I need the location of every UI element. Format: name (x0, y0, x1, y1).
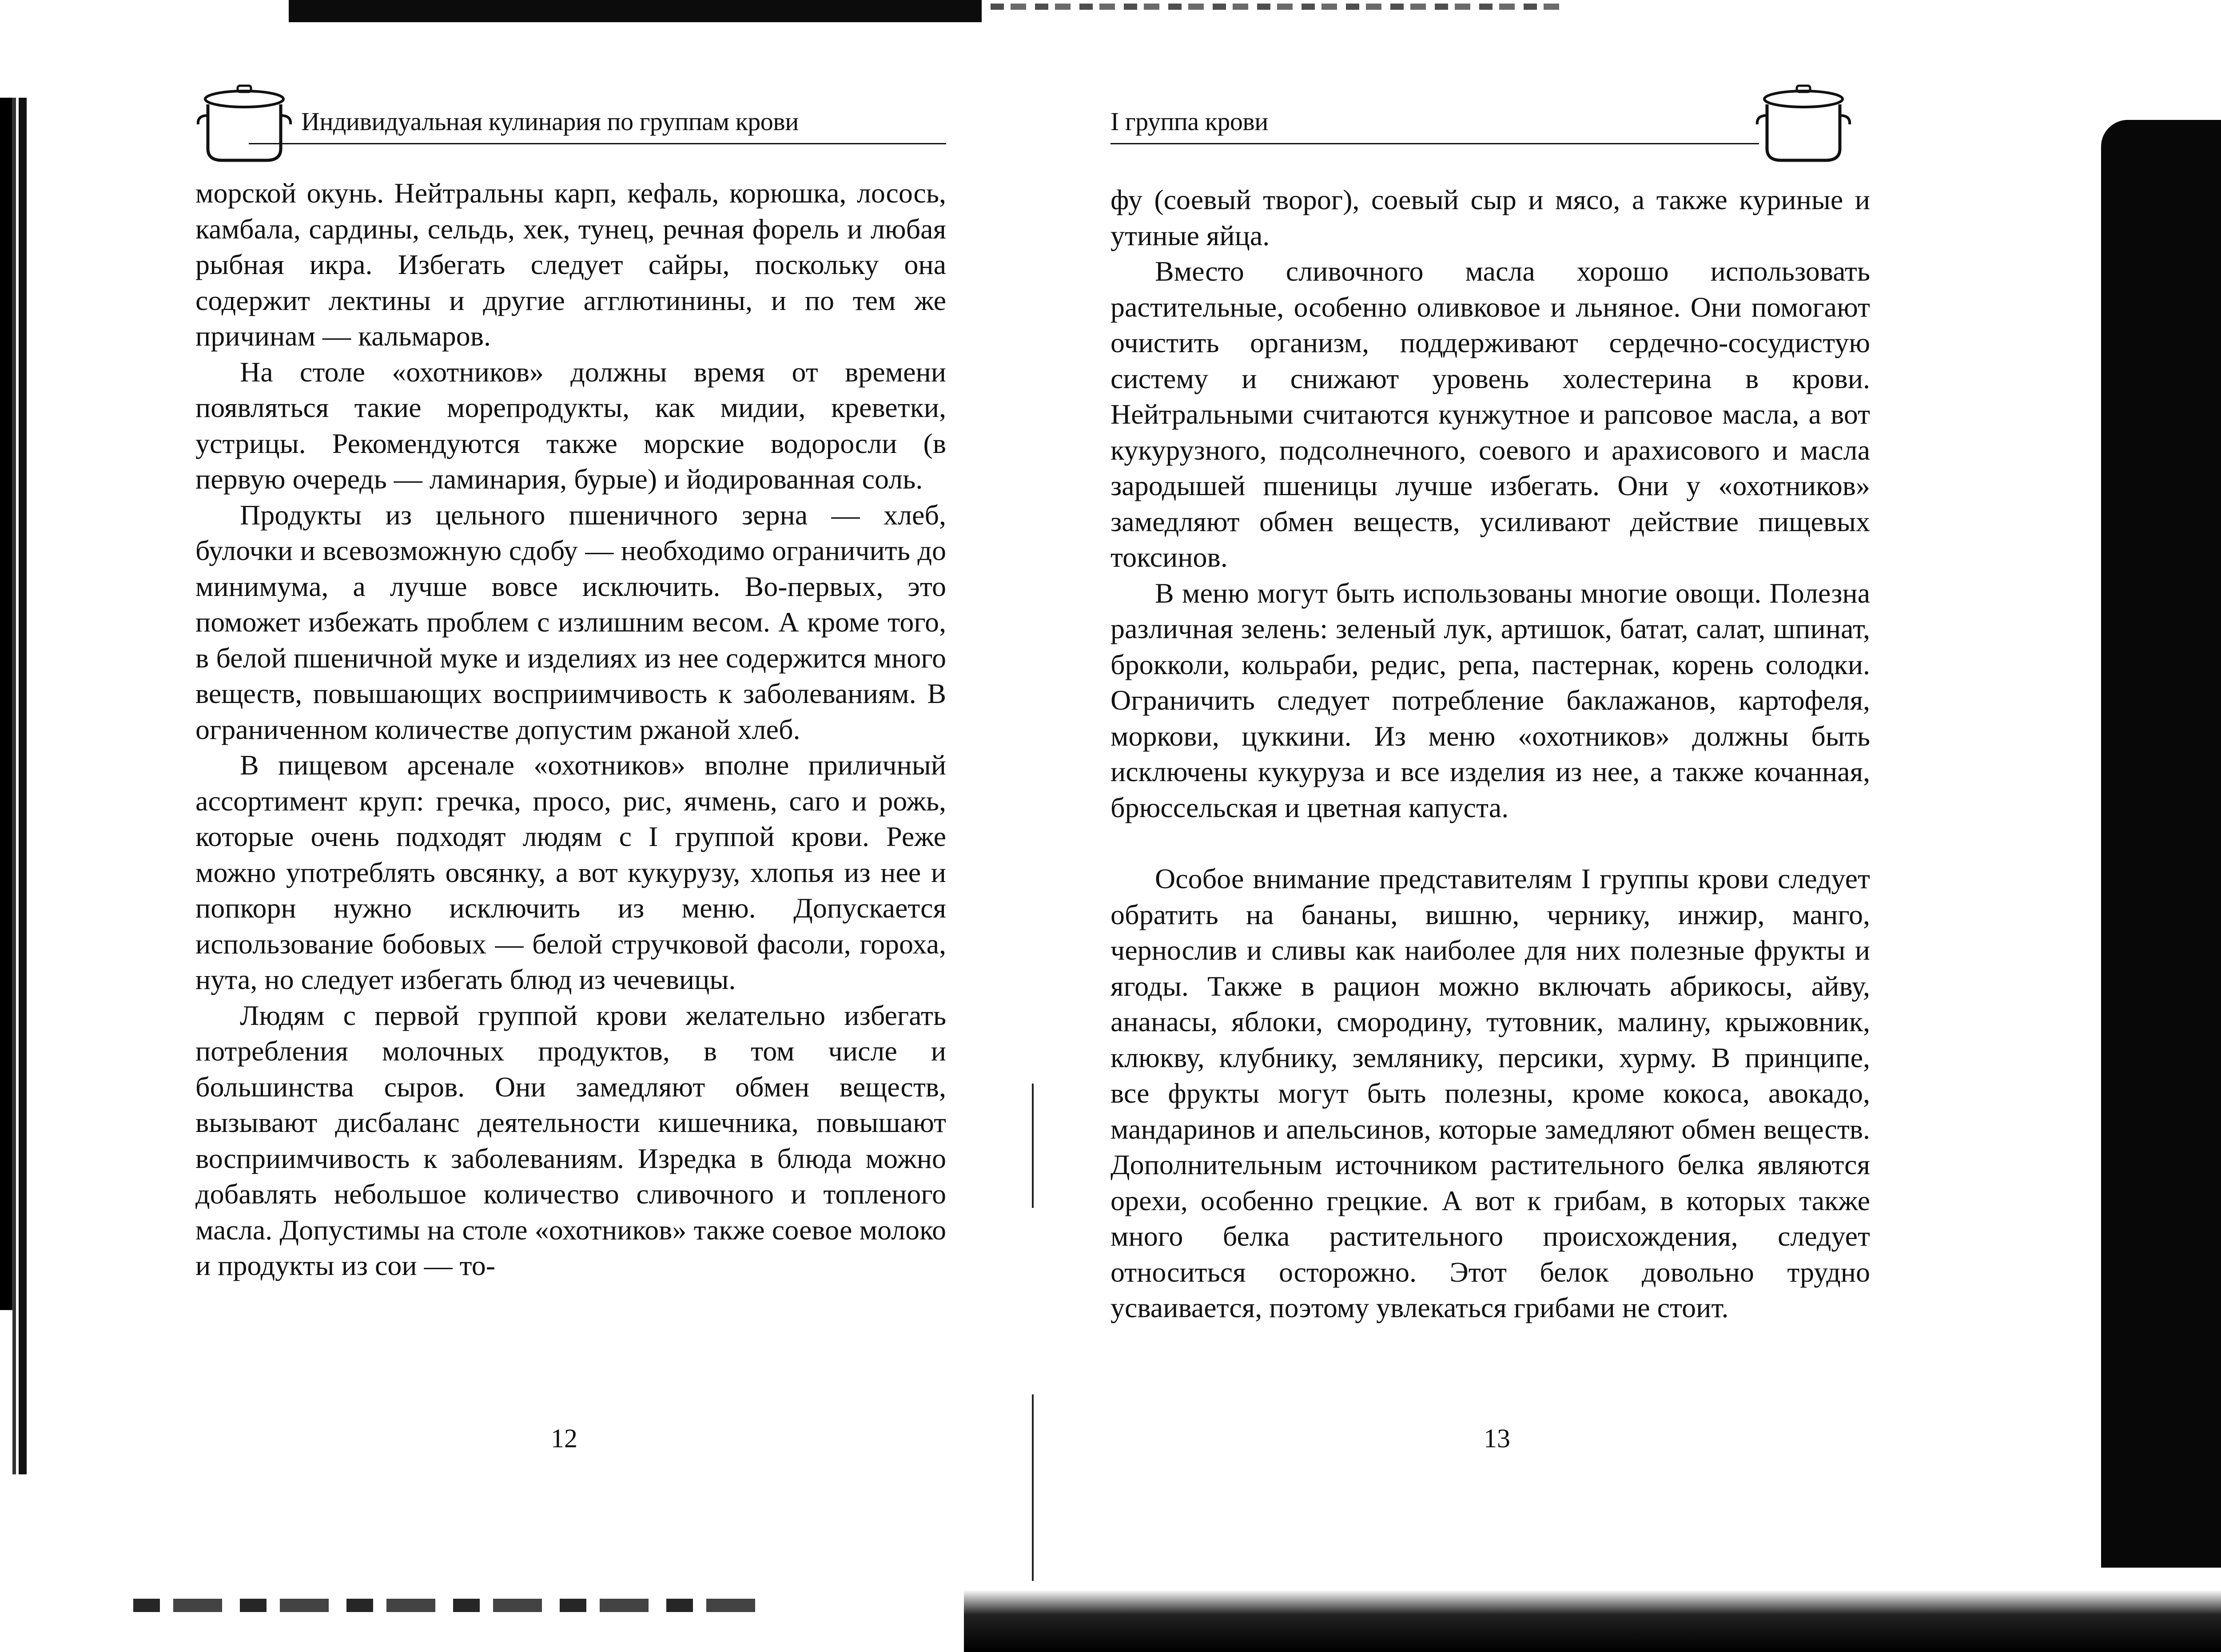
scan-edge-left-gap (0, 1310, 12, 1497)
scan-edge-left (0, 98, 27, 1474)
running-header: Индивидуальная кулинария по группам крови (301, 107, 799, 136)
scan-streak-bottom (133, 1599, 755, 1612)
scan-shadow-bottom (964, 1590, 2221, 1652)
paragraph: морской окунь. Нейтральны карп, кефаль, корюшка, лосось, камбала, сардины, сельдь, хек, тунец, речная форель и любая рыбная икра. Избегать следует сайры, поскольку она содержит лектины и другие агглютинины, и по тем же причинам — кальмаров. (195, 177, 946, 352)
page-number: 13 (1484, 1424, 1510, 1453)
scan-edge-right (2101, 120, 2221, 1652)
section-gap (1110, 826, 1870, 861)
paragraph: В пищевом арсенале «охотников» вполне приличный ассортимент круп: гречка, просо, рис, ячмень, саго и рожь, которые очень подходят людям с I группой крови. Реже можно употреблять овсянку, а вот кукурузу, хлопья из нее и попкорн нужно исключить из меню. Допускается использование бобовых — белой стручковой фасоли, гороха, нута, но следует избегать блюд из чечевицы. (195, 749, 946, 995)
body-text (195, 175, 946, 1284)
paragraph: Людям с первой группой крови желательно избегать потребления молочных продуктов, в том числе и большинства сыров. Они замедляют обмен веществ, вызывают дисбаланс деятельности кишечника, повышают восприимчивость к заболеваниям. Изредка в блюда можно добавлять небольшое количество сливочного и топленого масла. Допустимы на столе «охотников» также соевое молоко и продукты из сои — то- (195, 999, 946, 1281)
scan-edge-top (289, 0, 982, 22)
body-text (1110, 182, 1870, 1326)
paragraph: Продукты из цельного пшеничного зерна — хлеб, булочки и всевозможную сдобу — необходимо ограничить до минимума, а лучше вовсе исключить. Во-первых, это поможет избежать проблем с излишним весом. А кроме того, в белой пшеничной муке и изделиях из нее содержится много веществ, повышающих восприимчивость к заболеваниям. В ограниченном количестве допустим ржаной хлеб. (195, 499, 946, 745)
paragraph: В меню могут быть использованы многие овощи. Полезна различная зелень: зеленый лук, артишок, батат, салат, шпинат, брокколи, кольраби, редис, репа, пастернак, корень солодки. Ограничить следует потребление баклажанов, картофеля, моркови, цуккини. Из меню «охотников» должны быть исключены кукуруза и все изделия из нее, а также кочанная, брюссельская и цветная капуста. (1110, 577, 1870, 823)
paragraph: фу (соевый творог), соевый сыр и мясо, а также куриные и утиные яйца. (1110, 184, 1870, 251)
cooking-pot-icon (195, 82, 293, 167)
scan-streak-top (991, 4, 1568, 10)
header-rule (1110, 143, 1759, 144)
paragraph: На столе «охотников» должны время от времени появляться такие морепродукты, как мидии, креветки, устрицы. Рекомендуются также морские водоросли (в первую очередь — ламинария, бурые) и йодированная соль. (195, 356, 946, 495)
gutter-line (1032, 1084, 1034, 1208)
header-rule (249, 143, 946, 144)
gutter-line (1032, 1394, 1034, 1581)
page-number: 12 (551, 1424, 577, 1453)
cooking-pot-icon (1755, 82, 1852, 167)
paragraph: Вместо сливочного масла хорошо использовать растительные, особенно оливковое и льняное. Они помогают очистить организм, поддерживают сердечно-сосудистую систему и снижают уровень холестерина в крови. Нейтральными считаются кунжутное и рапсовое масла, а вот кукурузного, подсолнечного, соевого и арахисового и масла зародышей пшеницы лучше избегать. Они у «охотников» замедляют обмен веществ, усиливают действие пищевых токсинов. (1110, 255, 1870, 573)
paragraph: Особое внимание представителям I группы крови следует обратить на бананы, вишню, чернику, инжир, манго, чернослив и сливы как наиболее для них полезные фрукты и ягоды. Также в рацион можно включать абрикосы, айву, ананасы, яблоки, смородину, тутовник, малину, крыжовник, клюкву, клубнику, землянику, персики, хурму. В принципе, все фрукты могут быть полезны, кроме кокоса, авокадо, мандаринов и апельсинов, которые замедляют обмен веществ. Дополнительным источником растительного белка являются орехи, особенно грецкие. А вот к грибам, в которых также много белка растительного происхождения, следует относиться осторожно. Этот белок довольно трудно усваивается, поэтому увлекаться грибами не стоит. (1110, 863, 1870, 1323)
running-header: I группа крови (1110, 107, 1268, 136)
